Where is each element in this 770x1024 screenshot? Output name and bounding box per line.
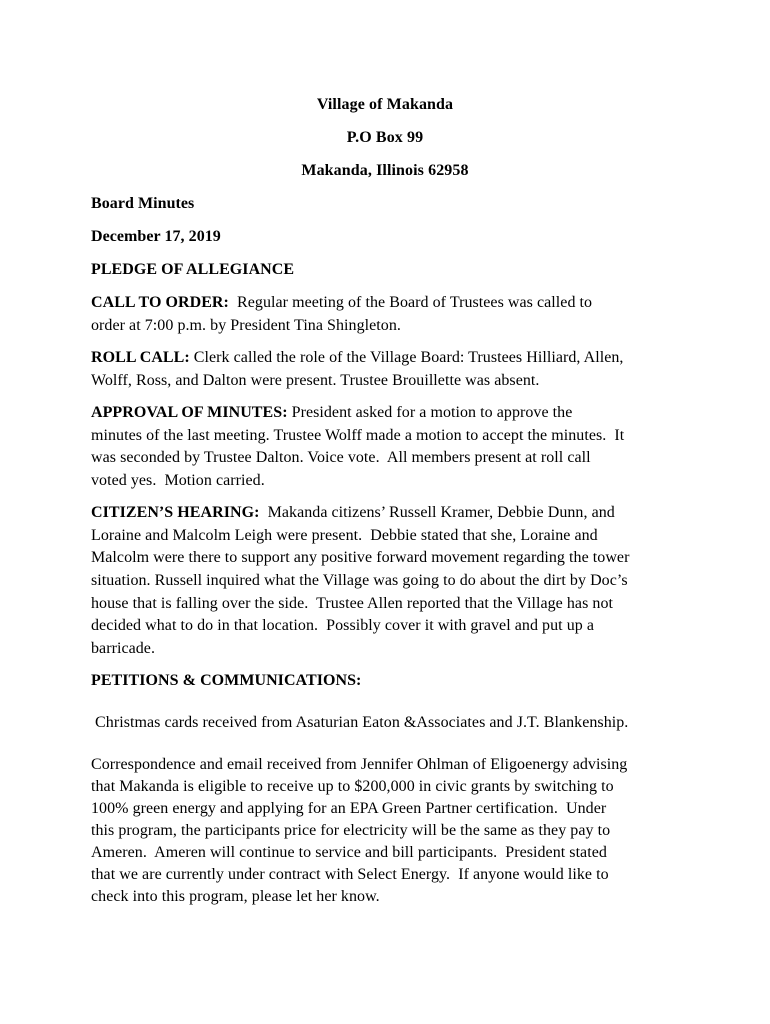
citizens-line-7: barricade. xyxy=(91,640,156,657)
petitions-christmas-cards: Christmas cards received from Asaturian Eaton &Associates and J.T. Blankenship. xyxy=(91,714,629,731)
petitions-line-7: check into this program, please let her know. xyxy=(91,888,380,905)
call-to-order-text-1: Regular meeting of the Board of Trustees was called to xyxy=(228,294,593,311)
po-box: P.O Box 99 xyxy=(346,129,424,146)
approval-line-2: minutes of the last meeting. Trustee Wolff made a motion to accept the minutes. It xyxy=(91,427,625,444)
approval-text-1: President asked for a motion to approve the xyxy=(287,404,573,421)
petitions-heading: PETITIONS & COMMUNICATIONS: xyxy=(91,672,362,689)
petitions-line-5: Ameren. Ameren will continue to service and bill participants. President stated xyxy=(91,844,607,861)
petitions-line-6: that we are currently under contract with Select Energy. If anyone would like to xyxy=(91,866,609,883)
citizens-label: CITIZEN’S HEARING: xyxy=(91,504,260,521)
roll-call-label: ROLL CALL: xyxy=(91,349,190,366)
call-to-order-line-1 xyxy=(91,293,592,313)
document-title: Board Minutes xyxy=(91,195,195,212)
roll-call-text-1: Clerk called the role of the Village Board: Trustees Hilliard, Allen, xyxy=(189,349,624,366)
petitions-line-1: Correspondence and email received from Jennifer Ohlman of Eligoenergy advising xyxy=(91,756,628,773)
city-state-zip: Makanda, Illinois 62958 xyxy=(301,162,469,179)
roll-call-line-2: Wolff, Ross, and Dalton were present. Trustee Brouillette was absent. xyxy=(91,372,540,389)
citizens-line-6: decided what to do in that location. Possibly cover it with gravel and put up a xyxy=(91,617,595,634)
citizens-text-1: Makanda citizens’ Russell Kramer, Debbie Dunn, and xyxy=(259,504,615,521)
approval-line-3: was seconded by Trustee Dalton. Voice vote. All members present at roll call xyxy=(91,449,591,466)
village-name: Village of Makanda xyxy=(316,96,454,113)
citizens-line-3: Malcolm were there to support any positive forward movement regarding the tower xyxy=(91,549,630,566)
approval-label: APPROVAL OF MINUTES: xyxy=(91,404,288,421)
citizens-line-2: Loraine and Malcolm Leigh were present. Debbie stated that she, Loraine and xyxy=(91,527,598,544)
citizens-line-1 xyxy=(91,503,615,523)
citizens-line-4: situation. Russell inquired what the Village was going to do about the dirt by Doc’s xyxy=(91,572,628,589)
pledge-heading: PLEDGE OF ALLEGIANCE xyxy=(91,261,295,278)
citizens-line-5: house that is falling over the side. Trustee Allen reported that the Village has not xyxy=(91,595,614,612)
petitions-line-2: that Makanda is eligible to receive up to $200,000 in civic grants by switching to xyxy=(91,778,614,795)
petitions-line-3: 100% green energy and applying for an EPA Green Partner certification. Under xyxy=(91,800,607,817)
call-to-order-line-2: order at 7:00 p.m. by President Tina Shingleton. xyxy=(91,317,401,334)
roll-call-line-1 xyxy=(91,348,623,368)
approval-line-4: voted yes. Motion carried. xyxy=(91,472,265,489)
meeting-date: December 17, 2019 xyxy=(91,228,221,245)
call-to-order-label: CALL TO ORDER: xyxy=(91,294,229,311)
petitions-line-4: this program, the participants price for electricity will be the same as they pay to xyxy=(91,822,611,839)
approval-line-1 xyxy=(91,403,572,423)
